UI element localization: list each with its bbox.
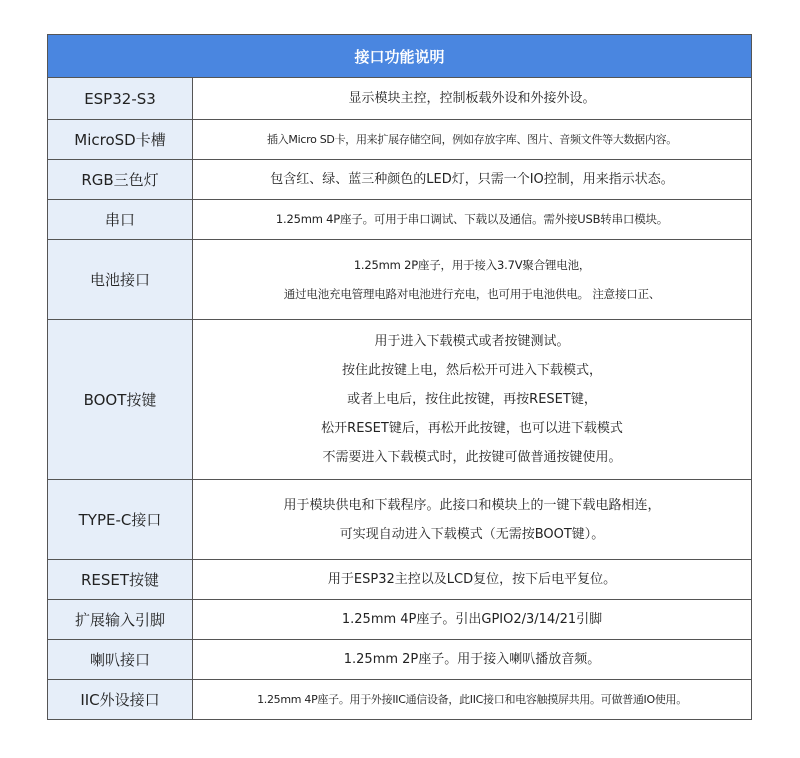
row-name-iic-port: IIC外设接口 xyxy=(48,680,193,720)
table-header-row xyxy=(48,35,752,78)
desc-line: 用于进入下载模式或者按键测试。 xyxy=(374,334,570,349)
desc-line: 或者上电后，按住此按键，再按RESET键， xyxy=(347,392,597,407)
table-row xyxy=(48,640,752,680)
row-name-type-c-port: TYPE-C接口 xyxy=(48,480,193,560)
desc-line: 1.25mm 2P座子，用于接入3.7V聚合锂电池， xyxy=(353,257,591,272)
row-name-battery-port: 电池接口 xyxy=(48,240,193,320)
row-desc-type-c-port xyxy=(193,480,752,560)
desc-line: 1.25mm 4P座子。可用于串口调试、下载以及通信。需外接USB转串口模块。 xyxy=(275,212,669,226)
desc-line: 包含红、绿、蓝三种颜色的LED灯，只需一个IO控制，用来指示状态。 xyxy=(270,172,674,187)
table-row xyxy=(48,560,752,600)
row-name-speaker-port: 喇叭接口 xyxy=(48,640,193,680)
row-name-rgb-led: RGB三色灯 xyxy=(48,160,193,200)
row-desc-esp32-s3 xyxy=(193,78,752,120)
desc-line: 1.25mm 4P座子。引出GPIO2/3/14/21引脚 xyxy=(341,612,603,627)
desc-line: 1.25mm 4P座子。用于外接IIC通信设备，此IIC接口和电容触摸屏共用。可做普通IO使用。 xyxy=(257,693,687,706)
row-desc-microsd-slot xyxy=(193,120,752,160)
desc-line: 不需要进入下载模式时，此按键可做普通按键使用。 xyxy=(322,450,622,465)
row-name-esp32-s3: ESP32-S3 xyxy=(48,78,193,120)
table-row xyxy=(48,120,752,160)
table-row xyxy=(48,78,752,120)
row-name-microsd-slot: MicroSD卡槽 xyxy=(48,120,193,160)
interface-function-table xyxy=(47,34,752,720)
table-row xyxy=(48,240,752,320)
desc-line: 用于模块供电和下载程序。此接口和模块上的一键下载电路相连， xyxy=(283,497,661,513)
table-row xyxy=(48,320,752,480)
table-row xyxy=(48,480,752,560)
desc-line: 插入Micro SD卡，用来扩展存储空间，例如存放字库、图片、音频文件等大数据内容。 xyxy=(267,133,677,146)
row-name-expansion-pins: 扩展输入引脚 xyxy=(48,600,193,640)
row-desc-reset-button xyxy=(193,560,752,600)
desc-line: 可实现自动进入下载模式（无需按BOOT键）。 xyxy=(339,526,605,542)
table-row xyxy=(48,680,752,720)
table-title: 接口功能说明 xyxy=(48,35,752,78)
row-desc-iic-port xyxy=(193,680,752,720)
table-row xyxy=(48,160,752,200)
desc-line: 显示模块主控，控制板载外设和外接外设。 xyxy=(348,91,596,106)
table-row xyxy=(48,600,752,640)
row-desc-serial-port xyxy=(193,200,752,240)
table-row xyxy=(48,200,752,240)
row-name-serial-port: 串口 xyxy=(48,200,193,240)
row-desc-battery-port xyxy=(193,240,752,320)
desc-line: 1.25mm 2P座子。用于接入喇叭播放音频。 xyxy=(343,652,601,667)
row-desc-expansion-pins xyxy=(193,600,752,640)
desc-line: 通过电池充电管理电路对电池进行充电，也可用于电池供电。 注意接口正、 xyxy=(283,286,661,301)
desc-line: 松开RESET键后，再松开此按键，也可以进下载模式 xyxy=(321,421,623,436)
desc-line: 按住此按键上电，然后松开可进入下载模式， xyxy=(342,363,603,378)
row-desc-boot-button xyxy=(193,320,752,480)
row-desc-rgb-led xyxy=(193,160,752,200)
desc-line: 用于ESP32主控以及LCD复位，按下后电平复位。 xyxy=(327,572,617,587)
row-desc-speaker-port xyxy=(193,640,752,680)
row-name-boot-button: BOOT按键 xyxy=(48,320,193,480)
interface-table-container xyxy=(47,34,751,720)
row-name-reset-button: RESET按键 xyxy=(48,560,193,600)
